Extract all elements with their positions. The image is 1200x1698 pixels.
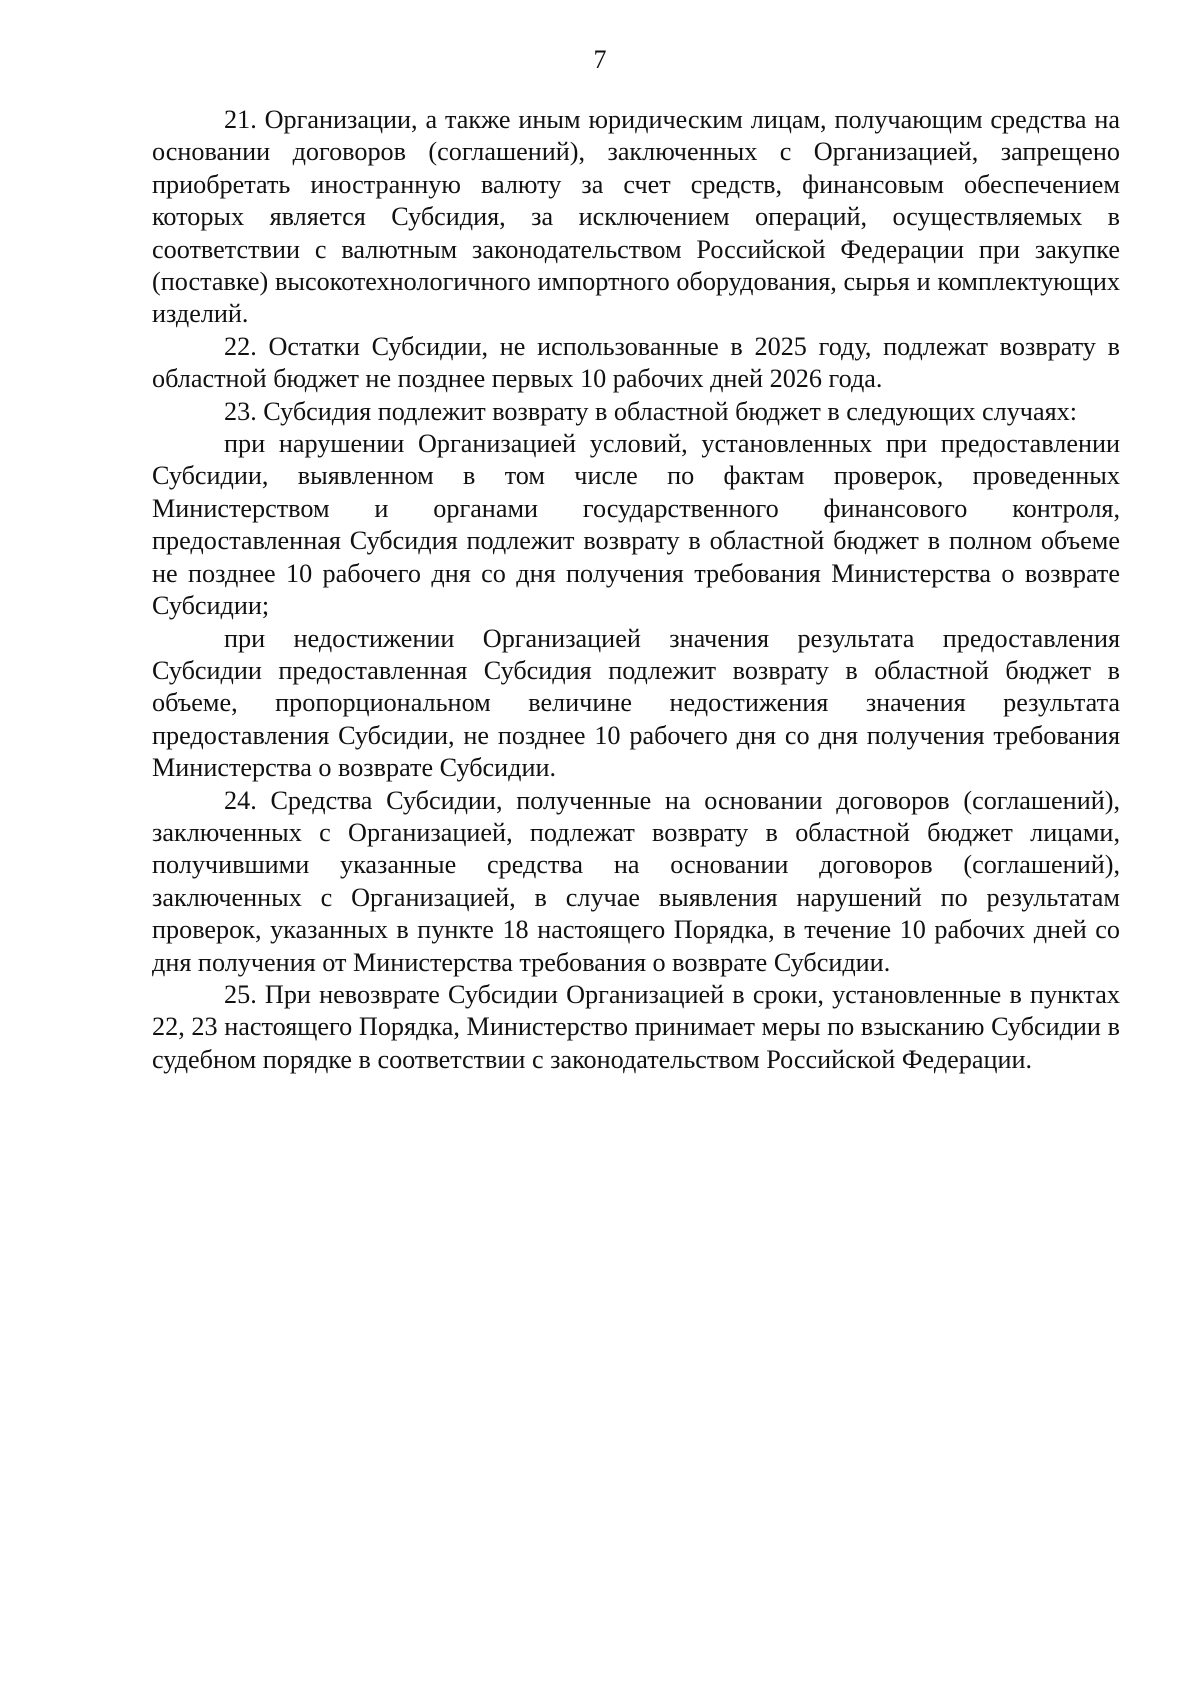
paragraph-23-case-non-achievement: при недостижении Организацией значения результата предоставления Субсидии предоставленная Субсидия подлежит возврату в областной бюджет в объеме, пропорциональном величине недостижения значения результата предоставления Субсидии, не позднее 10 рабочего дня со дня получения требования Министерства о возврате Субсидии. xyxy=(152,623,1120,783)
paragraph-23: 23. Субсидия подлежит возврату в областной бюджет в следующих случаях: xyxy=(224,396,1077,426)
paragraph-21: 21. Организации, а также иным юридическим лицам, получающим средства на основании договоров (соглашений), заключенных с Организацией, запрещено приобретать иностранную валюту за счет средств, финансовым обеспечением которых является Субсидия, за исключением операций, осуществляемых в соответствии с валютным законодательством Российской Федерации при закупке (поставке) высокотехнологичного импортного оборудования, сырья и комплектующих изделий. xyxy=(152,105,1120,329)
page-number: 7 xyxy=(593,45,607,74)
paragraph-24: 24. Средства Субсидии, полученные на основании договоров (соглашений), заключенных с Организацией, подлежат возврату в областной бюджет лицами, получившими указанные средства на основании договоров (соглашений), заключенных с Организацией, в случае выявления нарушений по результатам проверок, указанных в пункте 18 настоящего Порядка, в течение 10 рабочих дней со дня получения от Министерства требования о возврате Субсидии. xyxy=(152,785,1120,977)
document-body xyxy=(152,104,1120,1076)
paragraph-25: 25. При невозврате Субсидии Организацией в сроки, установленные в пунктах 22, 23 настоящего Порядка, Министерство принимает меры по взысканию Субсидии в судебном порядке в соответствии с законодательством Российской Федерации. xyxy=(152,979,1120,1074)
paragraph-22: 22. Остатки Субсидии, не использованные в 2025 году, подлежат возврату в областной бюджет не позднее первых 10 рабочих дней 2026 года. xyxy=(152,331,1120,394)
paragraph-23-case-violation: при нарушении Организацией условий, установленных при предоставлении Субсидии, выявленном в том числе по фактам проверок, проведенных Министерством и органами государственного финансового контроля, предоставленная Субсидия подлежит возврату в областной бюджет в полном объеме не позднее 10 рабочего дня со дня получения требования Министерства о возврате Субсидии; xyxy=(152,429,1120,621)
